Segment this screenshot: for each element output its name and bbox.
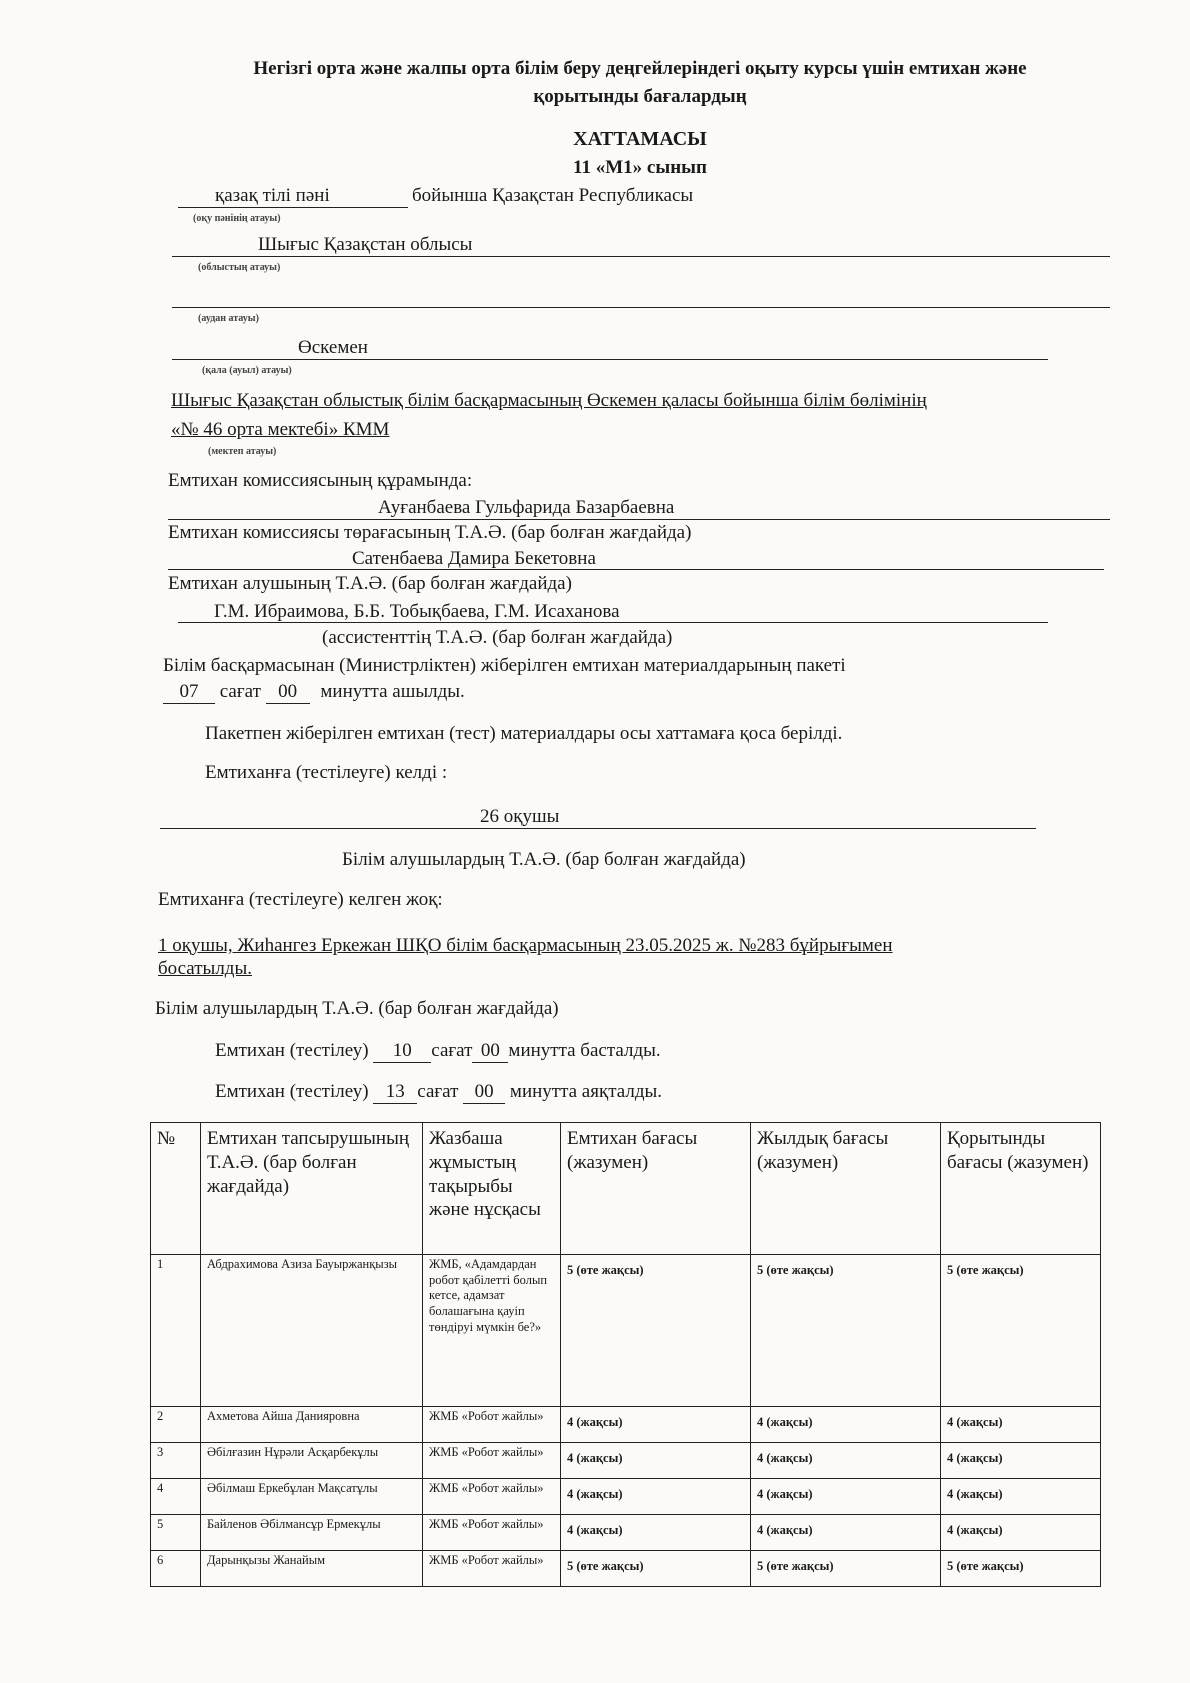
city-value: Өскемен [298, 337, 368, 358]
row-number: 1 [151, 1255, 201, 1407]
attended-underline [160, 828, 1036, 829]
subject-suffix: бойынша Қазақстан Республикасы [412, 185, 694, 206]
row-name: Әбілмаш Еркебұлан Мақсатұлы [201, 1479, 423, 1515]
row-number: 2 [151, 1407, 201, 1443]
row-final-grade: 4 (жақсы) [941, 1407, 1101, 1443]
row-exam-grade: 4 (жақсы) [561, 1443, 751, 1479]
row-topic: ЖМБ «Робот жайлы» [423, 1443, 561, 1479]
header-annual-grade: Жылдық бағасы (жазумен) [751, 1123, 941, 1255]
package-minute: 00 [266, 681, 310, 704]
end-tail: минутта аяқталды. [509, 1081, 663, 1102]
header-line-2: қорытынды бағалардың [533, 86, 747, 107]
header-name: Емтихан тапсырушының Т.А.Ә. (бар болған жағдайда) [201, 1123, 423, 1255]
table-row [151, 1407, 1101, 1443]
examiner-underline [168, 569, 1104, 570]
subject-underline [178, 207, 408, 208]
row-exam-grade: 4 (жақсы) [561, 1515, 751, 1551]
subject-caption: (оқу пәнінің атауы) [193, 213, 281, 224]
table-header-row [151, 1123, 1101, 1255]
row-final-grade: 4 (жақсы) [941, 1443, 1101, 1479]
row-annual-grade: 4 (жақсы) [751, 1443, 941, 1479]
table-row [151, 1255, 1101, 1407]
row-annual-grade: 4 (жақсы) [751, 1515, 941, 1551]
region-underline [172, 256, 1110, 257]
district-caption: (аудан атауы) [198, 313, 259, 324]
row-exam-grade: 4 (жақсы) [561, 1479, 751, 1515]
table-row [151, 1515, 1101, 1551]
row-name: Әбілғазин Нұрәли Асқарбекұлы [201, 1443, 423, 1479]
table-row [151, 1443, 1101, 1479]
absent-line-2: босатылды. [158, 958, 252, 979]
package-tail: минутта ашылды. [320, 681, 465, 702]
end-hour-word: сағат [417, 1081, 459, 1102]
row-annual-grade: 4 (жақсы) [751, 1407, 941, 1443]
header-final-grade: Қорытынды бағасы (жазумен) [941, 1123, 1101, 1255]
row-annual-grade: 4 (жақсы) [751, 1479, 941, 1515]
grades-table [150, 1122, 1101, 1587]
attended-value: 26 оқушы [480, 806, 560, 827]
row-number: 3 [151, 1443, 201, 1479]
table-row [151, 1551, 1101, 1587]
table-row [151, 1479, 1101, 1515]
school-line-2: «№ 46 орта мектебі» КММ [171, 419, 390, 440]
header-line-1: Негізгі орта және жалпы орта білім беру деңгейлеріндегі оқыту курсы үшін емтихан және [253, 58, 1027, 79]
attended-caption: Білім алушылардың Т.А.Ә. (бар болған жағдайда) [342, 849, 746, 870]
header-exam-grade: Емтихан бағасы (жазумен) [561, 1123, 751, 1255]
absent-line-1: 1 оқушы, Жиһангез Еркежан ШҚО білім басқармасының 23.05.2025 ж. №283 бұйрығымен [158, 935, 893, 956]
row-topic: ЖМБ «Робот жайлы» [423, 1479, 561, 1515]
absent-label: Емтиханға (тестілеуге) келген жоқ: [158, 889, 443, 910]
row-number: 4 [151, 1479, 201, 1515]
package-hour: 07 [163, 681, 215, 704]
row-final-grade: 4 (жақсы) [941, 1515, 1101, 1551]
package-hour-word: сағат [219, 681, 261, 702]
start-hour: 10 [373, 1040, 431, 1063]
examiner-name: Сатенбаева Дамира Бекетовна [352, 548, 596, 569]
row-topic: ЖМБ, «Адамдардан робот қабілетті болып кетсе, адамзат болашағына қауіп төндіруі мүмкін бе?» [423, 1255, 561, 1407]
attended-label: Емтиханға (тестілеуге) келді : [205, 762, 448, 783]
chair-name: Ауғанбаева Гульфарида Базарбаевна [378, 497, 675, 518]
district-underline [172, 307, 1110, 308]
chair-underline [168, 519, 1110, 520]
end-minute: 00 [463, 1081, 505, 1104]
row-topic: ЖМБ «Робот жайлы» [423, 1407, 561, 1443]
row-topic: ЖМБ «Робот жайлы» [423, 1515, 561, 1551]
start-time [215, 1040, 661, 1063]
row-final-grade: 5 (өте жақсы) [941, 1551, 1101, 1587]
end-time [215, 1081, 662, 1104]
row-name: Абдрахимова Азиза Бауыржанқызы [201, 1255, 423, 1407]
region-caption: (облыстың атауы) [198, 262, 281, 273]
row-annual-grade: 5 (өте жақсы) [751, 1255, 941, 1407]
row-topic: ЖМБ «Робот жайлы» [423, 1551, 561, 1587]
row-number: 5 [151, 1515, 201, 1551]
row-final-grade: 4 (жақсы) [941, 1479, 1101, 1515]
examiner-label: Емтихан алушының Т.А.Ә. (бар болған жағдайда) [168, 573, 572, 594]
city-underline [172, 359, 1048, 360]
document-title: ХАТТАМАСЫ [573, 128, 707, 150]
start-minute: 00 [472, 1040, 508, 1063]
row-name: Дарынқызы Жанайым [201, 1551, 423, 1587]
absent-caption: Білім алушылардың Т.А.Ә. (бар болған жағдайда) [155, 998, 559, 1019]
row-final-grade: 5 (өте жақсы) [941, 1255, 1101, 1407]
header-topic: Жазбаша жұмыстың тақырыбы және нұсқасы [423, 1123, 561, 1255]
school-line-1: Шығыс Қазақстан облыстық білім басқармасының Өскемен қаласы бойынша білім бөлімінің [171, 390, 927, 411]
row-annual-grade: 5 (өте жақсы) [751, 1551, 941, 1587]
subject-value: қазақ тілі пәні [215, 185, 330, 206]
package-time [163, 681, 465, 704]
row-name: Ахметова Айша Данияровна [201, 1407, 423, 1443]
school-caption: (мектеп атауы) [208, 446, 277, 457]
start-hour-word: сағат [431, 1040, 473, 1061]
materials-line: Пакетпен жіберілген емтихан (тест) материалдары осы хаттамаға қоса берілді. [205, 723, 843, 744]
row-exam-grade: 5 (өте жақсы) [561, 1551, 751, 1587]
end-prefix: Емтихан (тестілеу) [215, 1081, 369, 1102]
start-prefix: Емтихан (тестілеу) [215, 1040, 369, 1061]
row-exam-grade: 5 (өте жақсы) [561, 1255, 751, 1407]
assistants-names: Г.М. Ибраимова, Б.Б. Тобықбаева, Г.М. Исаханова [214, 601, 620, 622]
region-value: Шығыс Қазақстан облысы [258, 234, 473, 255]
row-name: Байленов Әбілмансұр Ермекұлы [201, 1515, 423, 1551]
header-number: № [151, 1123, 201, 1255]
package-line: Білім басқармасынан (Министрліктен) жіберілген емтихан материалдарының пакеті [163, 655, 846, 676]
start-tail: минутта басталды. [508, 1040, 661, 1061]
end-hour: 13 [373, 1081, 417, 1104]
city-caption: (қала (ауыл) атауы) [202, 365, 292, 376]
row-exam-grade: 4 (жақсы) [561, 1407, 751, 1443]
chair-label: Емтихан комиссиясы төрағасының Т.А.Ә. (бар болған жағдайда) [168, 522, 692, 543]
row-number: 6 [151, 1551, 201, 1587]
commission-label: Емтихан комиссиясының құрамында: [168, 470, 473, 491]
class-label: 11 «М1» сынып [573, 157, 707, 178]
assistants-label: (ассистенттің Т.А.Ә. (бар болған жағдайда) [322, 627, 673, 648]
